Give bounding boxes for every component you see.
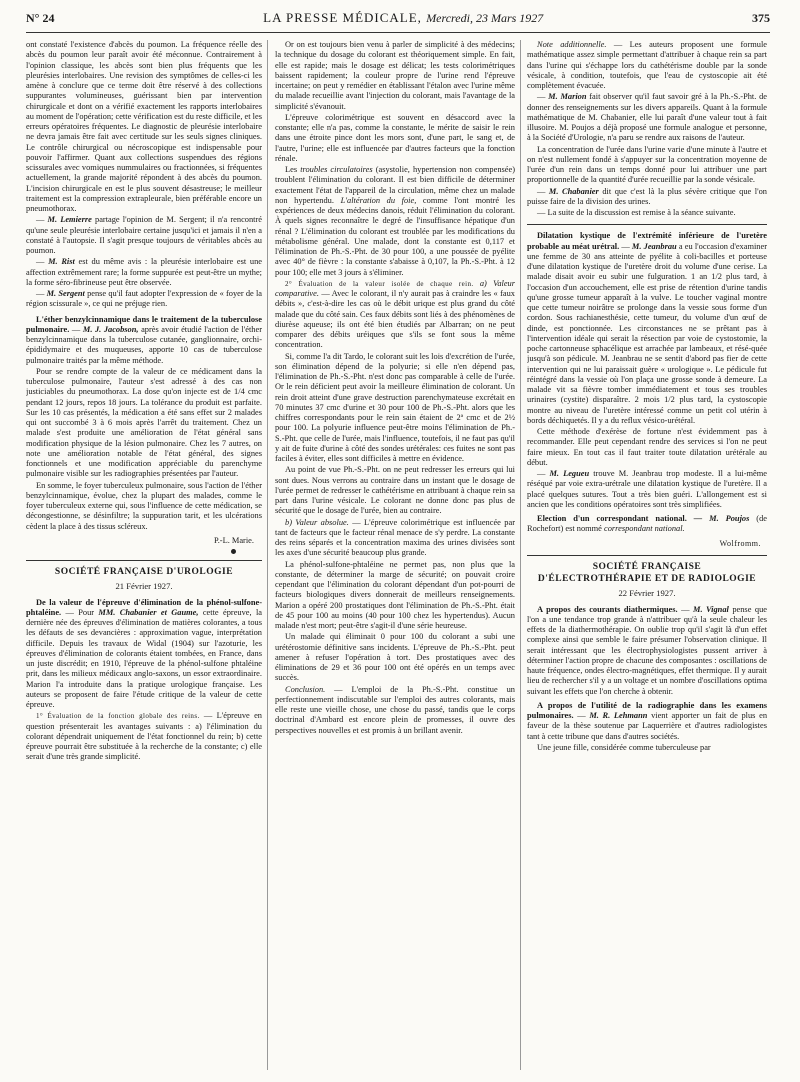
paragraph-text: a eu l'occasion d'examiner une femme de 30 ans atteinte de pyélite à coli-bacilles et porteuse d'une dilatation kystique de l'uretère droit du volume d'une cerise. La malade disait avoir eu subir une fulguration. 1 an 1/2 plus tard, à l'occasion d'un accouchement, elle est prise de rétention d'urine tandis qu'une grosse tumeur apparaît à la vulve. Le toucher vaginal montre que cette tumeur noirâtre se prolonge dans la vessie sous forme d'un cordon. Sous rachianesthésie, cette tumeur, du volume d'un œuf de dinde, est ponctionnée. Les circonstances ne se prêtant pas à l'intervention idéale qui serait la résection par voie de cystostomie, la poche cartonneuse sphacélique est arrachée par lambeaux, et résé-quée jusqu'à son pédicule. M. Jeanbrau ne se sentit d'abord pas fier de cette intervention qui ne lui paraissait guère « urologique ». Le pédicule fut réintégré dans la vessie où l'on plaça une grosse sonde à demeure. La malade vit sa fièvre tomber immédiatement et tous ses troubles urinaires (cystite) disparaître. 2 mois 1/2 plus tard, la cystoscopie montre au niveau de l'uretère intéressé comme un petit col utérin à bords déchiquetés. Il y a du reflux vésico-urétéral. [527,241,767,425]
article-author: M. Vignal [693,604,729,614]
article-author: MM. Chabanier et Gaume, [98,607,199,617]
article-author: M. Jeanbrau [631,241,677,251]
emphasis: Note additionnelle. [537,40,607,49]
society-heading-line-2: D'ÉLECTROTHÉRAPIE ET DE RADIOLOGIE [537,574,757,584]
section-rule [26,560,262,561]
society-heading: SOCIÉTÉ FRANÇAISE [592,561,702,572]
paragraph: — M. Chabanier dit que c'est là la plus sévère critique que l'on puisse faire de la division des urines. [527,186,767,206]
article-author: M. R. Lehmann [589,711,648,720]
column-divider [267,40,268,1070]
paragraph: La concentration de l'urée dans l'urine varie d'une minute à l'autre et on n'est nullement fondé à s'appuyer sur la concentration moyenne de l'urée d'un rein dans un temps donné pour lui attribuer une part proportionnelle de la quantité d'urée recueillie par la sonde vésicale. [527,144,767,185]
issue-date: Mercredi, 23 Mars 1927 [426,11,544,25]
paragraph-text: (de Rochefort) est nommé [527,514,767,534]
column-3 [527,40,767,1070]
session-date: 21 Février 1927. [115,581,173,592]
article-author: M. J. Jacobson, [82,324,139,334]
signature: P.-L. Marie. [213,535,254,545]
article-title: De la valeur de l'épreuve d'élimination de la phénol-sulfone-phtaléine. [26,597,262,617]
emphasis: Conclusion. [285,684,326,694]
article-title: Election d'un correspondant national. [537,514,687,523]
paragraph-text: pense qu'il faut adopter l'expression de « foyer de la région scissurale », ce qui ne préjuge rien. [26,289,262,309]
paragraph [275,685,515,736]
paragraph-text: comme l'ont montré les expériences de deux médecins danois, réduit l'élimination du colorant. À quels signes reconnaître le degré de l'insuffisance hépatique d'un rénal ? L'élimination du colorant est troublée par les modifications du métabolisme général. Une malade, dont la constante est 0,117 et l'élimination de Ph.-S.-Pht. de 30 pour 100, a une poussée de pyélite avec 40° de fièvre : la constante s'abaisse à 0,107, la Ph.-S.-Pht. à 12 pour 100; elle met 3 jours à s'éliminer. [275,195,515,277]
article-intro: De la valeur de l'épreuve d'élimination de la phénol-sulfone-phtaléine. — Pour MM. Chabanier et Gaume, cette épreuve, la dernière née des épreuves d'élimination de matières colorantes, a tous les défauts de ses devancières : approximation vague, interprétation difficile. Depuis les travaux de Widal (1904) sur l'azoturie, les épreuves d'élimination de colorants étaient tombées, en France, dans un juste discrédit; en 1910, l'épreuve de la phénol-sulfone phtaléine prit, dans les milieux médicaux anglo-saxons, un essor extraordinaire. Marion l'a introduite dans la pratique urologique française. Les auteurs se proposent de faire l'étude critique de la valeur de cette épreuve. [26,597,262,709]
society-heading: SOCIÉTÉ FRANÇAISE D'UROLOGIE [54,567,234,577]
paragraph: Cette méthode d'exérèse de fortune n'est évidemment pas à recommander. Elle peut cependant rendre des services si l'on ne peut faire mieux. En tout cas il faut traiter toute dilatation urétérale au début. [527,427,767,467]
journal-name: LA PRESSE MÉDICALE, [263,10,422,25]
paragraph [26,711,262,762]
column-2 [275,40,515,1070]
paragraph: — M. Rist est du même avis : la pleurésie interlobaire est une affection extrêmement rare; la forme suppurée est peut-être un mythe; la forme séro-fibrineuse peut être observée. [26,257,262,287]
paragraph-text: — L'emploi de la Ph.-S.-Pht. constitue un perfectionnement indiscutable sur l'emploi des autres colorants, mais elle reste une vieille chose, une chose du passé, tandis que le corps doctrinal d'Ambard est encore plein de promesses, il ouvre des perspectives nouvelles et est promis à un brillant avenir. [275,684,515,735]
article-title: L'éther benzylcinnamique dans le traitement de la tuberculose pulmonaire. [26,314,262,334]
speaker-name: M. Chabanier [548,186,599,196]
speaker-name: M. Legueu [549,469,590,478]
paragraph: En somme, le foyer tuberculeux pulmonaire, sous l'action de l'éther benzylcinnamique, évolue, chez la plupart des malades, comme le foyer tuberculeux externe qui, sous l'influence de cette médication, se décongestionne, se désinfiltre; la suppuration tarit, et les ulcérations cèdent la place à des tissus scléreux. [26,480,262,531]
article-intro: A propos des courants diathermiques. — M. Vignal pense que l'on a une tendance trop grande à n'attribuer qu'à la seule chaleur les effets de la diathermothérapie. On oublie trop qu'il s'agit là d'un effet complexe ainsi que semble le faire présumer l'observation clinique. Il serait intéressant que les électrophysiologistes pussent arriver à déterminer l'action propre de chacune des composantes : oscillations de haute fréquence, ondes électro-magnétiques, effet thermique. Il y aurait lieu de rechercher s'il y a un voltage et un nombre d'oscillations optima suivant les effets que l'on cherche à obtenir. [527,604,767,696]
paragraph-text: est du même avis : la pleurésie interlobaire est une affection extrêmement rare; la forme suppurée est peut-être un mythe; la forme séro-fibrineuse peut être observée. [26,257,262,287]
paragraph: Or on est toujours bien venu à parler de simplicité à des médecins; la technique du dosage du colorant est théoriquement simple. En fait, elle est rapide; mais le dosage est délicat; les tests colorimétriques baissent rapidement; la couleur propre de l'urine rend l'épreuve incertaine; on peut y remédier en établissant l'étalon avec l'urine même du malade recueillie avant l'injection du colorant, mais l'avantage de la simplicité s'évanouit. [275,40,515,111]
paragraph-text: — Avec le colorant, il n'y aurait pas à craindre les « faux débits », c'est-à-dire les cas où le débit urique est plus grand du côté malade que du côté sain. Ces faux débits sont liés à des phénomènes de diurèse aqueuse; ils ont été bien étudiés par Albarran; on ne peut comparer des débits uréiques que s'ils se font sous la même concentration. [275,289,515,350]
page-header [26,10,770,33]
paragraph-text: fait observer qu'il faut savoir gré à la Ph.-S.-Pht. de donner des renseignements sur les divers appareils. Quant à la formule mathématique de M. Chabanier, elle lui paraît d'une valeur tout à fait illusoire. M. Poujos a déjà proposé une formule analogue et personne, à la Société d'Urologie, n'a paru se rendre aux raisons de l'auteur. [527,92,767,143]
paragraph: — M. Lemierre partage l'opinion de M. Sergent; il n'a rencontré qu'une seule pleurésie interlobaire certaine jusqu'ici et jamais il n'en a constaté à l'autopsie. Il s'agit presque toujours de véritables abcès au poumon. [26,215,262,255]
emphasis: b) Valeur absolue. [285,517,349,527]
paragraph-text: partage l'opinion de M. Sergent; il n'a rencontré qu'une seule pleurésie interlobaire certaine jusqu'ici et jamais il n'en a constaté à l'autopsie. Il s'agit presque toujours de véritables abcès au poumon. [26,215,262,255]
paragraph: ont constaté l'existence d'abcès du poumon. La fréquence réelle des abcès du poumon leur paraît avoir été méconnue. Contrairement à l'opinion classique, les abcès sont bien plus fréquents que les pleurésies interlobaires. Une revision des symptômes de celles-ci les amène à conclure que ce terme doit être réservé à des collections suppurantes volumineuses, guérissant bien par intervention chirurgicale et dont on a vérifié exactement les rapports interlobaires au moment de l'opération; cette vérification est du reste difficile, et les erreurs opératoires fréquentes. Le diagnostic de pleurésie interlobaire ne devra jamais être fait avec certitude sur les seuls signes cliniques. Le contrôle chirurgical ou nécroscopique est indispensable pour pouvoir l'affirmer. Quant aux collections suspendues des régions scissurales avec vomiques nummulaires ou fractionnées, si fréquentes actuellement, la grande majorité répondent à des abcès du poumon. L'incision chirurgicale en est le plus souvent désastreuse; le meilleur traitement est la compression extrapleurale, bien préférable encore un pneumothorax. [26,40,262,213]
paragraph: L'épreuve colorimétrique est souvent en désaccord avec la constante; elle n'a pas, comme la constante, le mérite de saisir le rein dans une étroite pince dont les mors sont, d'une part, le sang et, de l'autre, l'urine; elle est influencée par d'autres facteurs que la fonction rénale. [275,112,515,163]
subsection-heading: 1° Évaluation de la fonction globale des reins. [36,712,200,721]
signature: Wolfromm. [719,538,761,548]
article-title: A propos de l'utilité de la radiographie dans les examens pulmonaires. [527,700,767,720]
bullet-ornament [231,549,236,554]
paragraph: — M. Marion fait observer qu'il faut savoir gré à la Ph.-S.-Pht. de donner des renseignements sur les divers appareils. Quant à la formule mathématique de M. Chabanier, elle lui paraît d'une valeur tout à fait illusoire. M. Poujos a déjà proposé une formule analogue et personne, à la Société d'Urologie, n'a paru se rendre aux raisons de l'auteur. [527,92,767,143]
paragraph-text: dit que c'est là la plus sévère critique que l'on puisse faire de la division des urines. [527,186,767,206]
paragraph-text: après avoir étudié l'action de l'éther benzylcinnamique dans la tuberculose cutanée, ganglionnaire, orchi-épididymaire et des muqueuses, apporte 10 cas de tuberculose pulmonaire traités par la même méthode. [26,324,262,365]
paragraph-text: — L'épreuve colorimétrique est influencée par tant de facteurs que le facteur rénal menace de s'y perdre. La constante des reins séparés et la concentration maxima des urines divisées sont les axes d'une sécurité beaucoup plus grande. [275,517,515,558]
paragraph: Une jeune fille, considérée comme tuberculeuse par [537,742,711,752]
paragraph-text: — L'épreuve en question présenterait les avantages suivants : a) l'élimination du colorant dépendrait uniquement de l'état fonctionnel du rein; b) cette épreuve pourrait être substituée à la recherche de la constante; c) elle serait d'une très grande simplicité. [26,711,262,762]
paragraph: — La suite de la discussion est remise à la séance suivante. [537,208,736,217]
speaker-name: M. Sergent [46,289,85,298]
paragraph: — M. Sergent pense qu'il faut adopter l'expression de « foyer de la région scissurale », ce qui ne préjuge rien. [26,289,262,309]
issue-number: N° 24 [26,11,55,25]
subsection-heading: 2° Évaluation de la valeur isolée de chaque rein. [285,279,474,288]
article-title: A propos des courants diathermiques. [537,604,678,614]
article-intro: L'éther benzylcinnamique dans le traitement de la tuberculose pulmonaire. — M. J. Jacobson, après avoir étudié l'action de l'éther benzylcinnamique dans la tuberculose cutanée, ganglionnaire, orchi-épididymaire et des muqueuses, apporte 10 cas de tuberculose pulmonaire traités par la même méthode. [26,314,262,365]
emphasis: L'altération du foie, [340,195,417,205]
speaker-name: M. Lemierre [47,215,92,225]
paragraph: Pour se rendre compte de la valeur de ce médicament dans la tuberculose pulmonaire, l'auteur s'est adressé à des cas non justiciables du pneumothorax. La dose qu'on injecte est de 1/4 cmc pendant 12 jours, repos 18 jours. La tolérance du produit est parfaite. Sur les 10 cas présentés, la médication a été sans effet sur 2 malades qui ont succombé 3 à 6 mois après l'arrêt du traitement. Chez un malade s'est produite une amélioration de l'état général sans modification physique de la lésion pulmonaire. Chez les 7 autres, on note une amélioration notable de l'état général, des signes fonctionnels et une modification appréciable du parenchyme pulmonaire visible sur les radiographies présentées par l'auteur. [26,366,262,479]
paragraph: Au point de vue Ph.-S.-Pht. on ne peut redresser les erreurs qui lui sont dues. Nous verrons au contraire dans un instant que le dosage de l'urée permet de redresser le cathétérisme en attribuant à chaque rein sa part dans l'urine vésicale. Le colorant ne donne donc pas plus de sécurité que le dosage de l'urée, bien au contraire. [275,465,515,516]
paragraph: — M. Legueu trouve M. Jeanbrau trop modeste. Il a lui-même réséqué par voie extra-urétrale une dilatation kystique de l'uretère. Il a placé quelques sutures. Tout a très bien guéri. L'allongement est si ancien que les conditions opératoires sont très simplifiées. [527,469,767,509]
speaker-name: M. Rist [48,257,75,267]
emphasis: correspondant national. [603,524,685,534]
paragraph-text: — Les auteurs proposent une formule mathématique assez simple permettant d'attribuer à chaque rein sa part dans l'urine qui s'échappe lors du cathétérisme double par la sonde vésicale, à condition, toutefois, que l'eau de cystoscopie ait été complètement évacuée. [527,40,767,90]
page-number: 375 [751,11,770,25]
paragraph-text: Les [285,165,301,174]
speaker-name: M. Marion [548,92,587,102]
emphasis: troubles circulatoires [300,165,373,174]
column-1 [26,40,262,1070]
speaker-name: — M. Poujos [686,514,750,523]
paragraph-text: (asystolie, hypertension non compensée) troublent l'élimination du colorant. Il est bien difficile de déterminer exactement l'état de l'appareil de la circulation, même chez un malade non hypertendu. [275,165,515,205]
paragraph [275,165,515,278]
paragraph-text: trouve M. Jeanbrau trop modeste. Il a lui-même réséqué par voie extra-urétrale une dilatation kystique de l'uretère. Il a placé quelques sutures. Tout a très bien guéri. L'allongement est si ancien que les conditions opératoires sont très simplifiées. [527,469,767,509]
section-rule [527,224,767,225]
journal-title [263,10,543,26]
paragraph [527,514,767,535]
paragraph-text: pense que l'on a une tendance trop grande à n'attribuer qu'à la seule chaleur les effets de la diathermothérapie. On oublie trop qu'il s'agit là d'un effet complexe ainsi que semble le faire présumer l'observation clinique. Il serait intéressant que les électrophysiologistes pussent arriver à déterminer l'action propre de chacune des composantes : oscillations de haute fréquence, ondes électro-magnétiques, effet thermique. Il y aurait lieu de rechercher s'il y a un voltage et un nombre d'oscillations optima suivant les effets que l'on cherche à obtenir. [527,604,767,696]
article-intro: A propos de l'utilité de la radiographie dans les examens pulmonaires. — M. R. Lehmann vient apporter un fait de plus en faveur de la thèse soutenue par Laquerrière et d'autres radiologistes tant à cette tribune que dans d'autres sociétés. [527,700,767,741]
session-date: 22 Février 1927. [618,588,676,599]
column-divider [520,40,521,1070]
paragraph [275,518,515,559]
emphasis: a) Valeur comparative. [275,278,515,298]
paragraph [275,279,515,351]
paragraph [527,40,767,91]
paragraph: Si, comme l'a dit Tardo, le colorant suit les lois d'excrétion de l'urée, son élimination dépend de la polyurie; si elle n'en dépend pas, l'élimination de Ph.-S.-Pht. n'est donc pas comparable à celle de l'urée. Or le rein déficient peut avoir la meilleure élimination de colorant. Un rein droit atteint d'une grave destruction parenchymateuse excrétait en 70 minutes 37 cmc d'urine et 30 pour 100 de Ph.-S.-Pht. alors que les chiffres correspondants pour le rein sain étaient de 2ª cmc et de 2½ pour 100. La polyurie influence peut-être moins l'élimination de Ph.-S.-Pht. que celle de l'urée, mais l'influence, toutefois, il ne faut pas qu'il y ait de fuite d'urine à côté des sondes urétérales: ces fuites ne sont pas faciles à éviter, elles sont difficiles à mettre en évidence. [275,351,515,463]
paragraph: La phénol-sulfone-phtaléine ne permet pas, non plus que la constante, de déterminer la marge de sécurité; on pouvait croire cependant que l'élimination du colorant dépendant d'un pot-pourri de facteurs biologiques divers donnerait de meilleurs renseignements. Marion a opéré 200 prostatiques dont l'élimination de Ph.-S.-Pht. était de 45 pour 100 au moins (40 pour 100 chez les hypertendus). Aucun malade n'est mort; peut-être s'agit-il d'une série heureuse. [275,559,515,630]
article-intro: Dilatation kystique de l'extrémité inférieure de l'uretère probable au méat urétral. — M. Jeanbrau a eu l'occasion d'examiner une femme de 30 ans atteinte de pyélite à coli-bacilles et porteuse d'une dilatation kystique de l'uretère droit du volume d'une cerise. La malade disait avoir eu subir une fulguration. 1 an 1/2 plus tard, à l'occasion d'un accouchement, elle est prise de rétention d'urine tandis qu'une grosse tumeur apparaît à la vulve. Le toucher vaginal montre que cette tumeur noirâtre se prolonge dans la vessie sous forme d'un cordon. Sous rachianesthésie, cette tumeur, du volume d'un œuf de dinde, est ponctionnée. Les circonstances ne se prêtant pas à l'intervention idéale qui serait la résection par voie de cystostomie, la poche cartonneuse sphacélique est arrachée par lambeaux, et résé-quée jusqu'à son pédicule. M. Jeanbrau ne se sentit d'abord pas fier de cette intervention qui ne lui paraissait guère « urologique ». Le pédicule fut réintégré dans la vessie où l'on plaça une grosse sonde à demeure. La malade vit sa fièvre tomber immédiatement et tous ses troubles urinaires (cystite) disparaître. 2 mois 1/2 plus tard, la cystoscopie montre au niveau de l'uretère intéressé comme un petit col utérin à bords déchiquetés. Il y a du reflux vésico-urétéral. [527,231,767,425]
paragraph-text: cette épreuve, la dernière née des épreuves d'élimination de matières colorantes, a tous les défauts de ses devancières : approximation vague, interprétation difficile. Depuis les travaux de Widal (1904) sur l'azoturie, les épreuves d'élimination de colorants étaient tombées, en France, dans un juste discrédit; en 1910, l'épreuve de la phénol-sulfone phtaléine prit, dans les milieux médicaux anglo-saxons, un essor extraordinaire. Marion l'a introduite dans la pratique urologique française. Les auteurs se proposent de faire l'étude critique de la valeur de cette épreuve. [26,607,262,709]
paragraph: Un malade qui éliminait 0 pour 100 du colorant a subi une urétérostomie définitive sans incidents. L'épreuve de Ph.-S.-Pht. peut amener à refuser l'opération à tort. Des prostatiques avec des éliminations de 29 et 36 pour 100 ont été opérés en un temps avec succès. [275,632,515,683]
article-title: Dilatation kystique de l'extrémité inférieure de l'uretère probable au méat urétral. [527,231,767,251]
paragraph-text: vient apporter un fait de plus en faveur de la thèse soutenue par Laquerrière et d'autres radiologistes tant à cette tribune que dans d'autres sociétés. [527,711,767,741]
section-rule [527,555,767,556]
